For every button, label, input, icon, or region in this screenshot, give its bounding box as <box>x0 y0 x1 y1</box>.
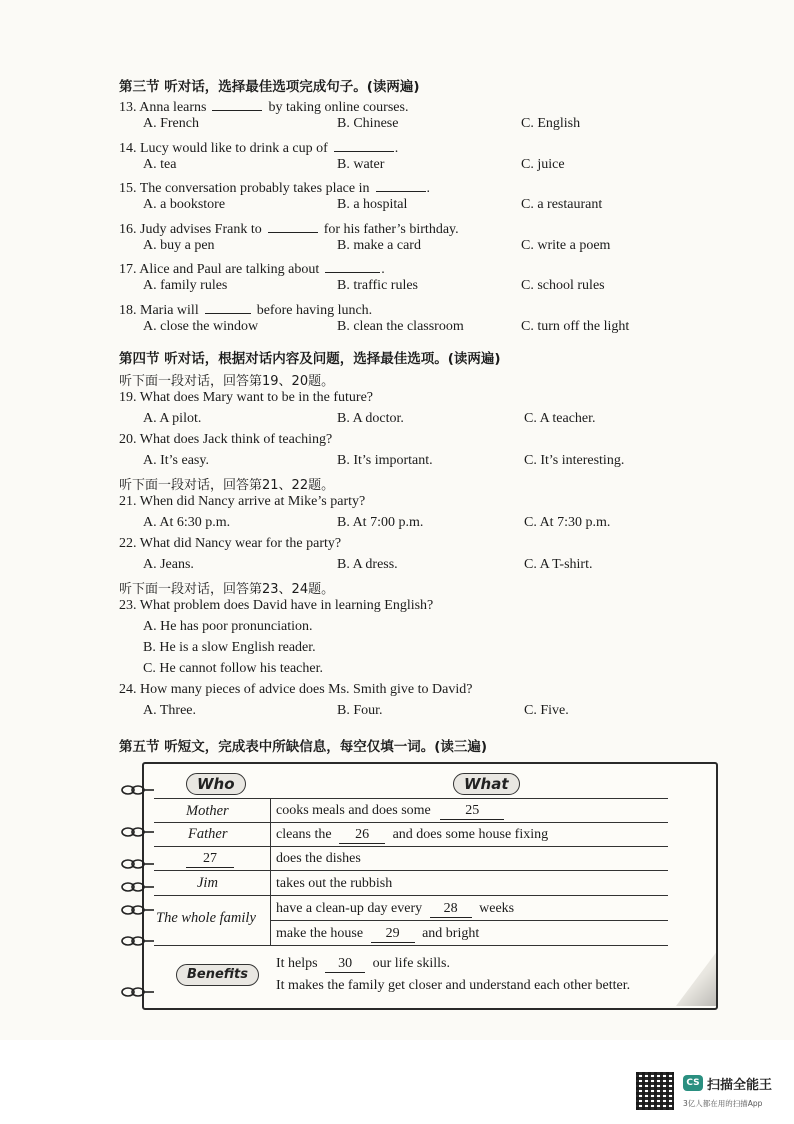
question-13-text-end: by taking online courses. <box>268 100 409 115</box>
q16-option-c: C. write a poem <box>521 237 611 253</box>
q14-option-b: B. water <box>337 156 385 172</box>
question-17 <box>119 258 385 278</box>
question-23: 23. What problem does David have in learning English? <box>119 598 434 613</box>
who-jim: Jim <box>197 875 218 891</box>
q14-option-a: A. tea <box>143 156 177 172</box>
q23-option-a: A. He has poor pronunciation. <box>143 619 313 634</box>
answer-blank <box>205 299 251 314</box>
answer-blank <box>376 177 426 192</box>
table-line <box>154 870 668 871</box>
answer-blank <box>334 137 394 152</box>
what-father <box>276 827 548 844</box>
q24-option-b: B. Four. <box>337 703 383 718</box>
benefit-1-text-2: our life skills. <box>372 956 450 971</box>
q16-option-a: A. buy a pen <box>143 237 215 253</box>
q13-option-c: C. English <box>521 116 581 131</box>
spiral-ring-icon <box>120 826 142 836</box>
q18-option-b: B. clean the classroom <box>337 319 464 334</box>
q23-option-b: B. He is a slow English reader. <box>143 640 316 655</box>
q20-option-a: A. It’s easy. <box>143 453 209 468</box>
q14-option-c: C. juice <box>521 156 565 172</box>
question-16-text-end: for his father’s birthday. <box>323 221 459 237</box>
question-18-text-end: before having lunch. <box>256 303 373 318</box>
q15-option-a: A. a bookstore <box>143 197 226 213</box>
question-15 <box>119 177 430 197</box>
benefit-1 <box>276 956 450 973</box>
question-24: 24. How many pieces of advice does Ms. Smith give to David? <box>119 682 473 697</box>
scanner-footer <box>0 1040 794 1124</box>
q16-option-b: B. make a card <box>337 237 421 253</box>
q18-option-c: C. turn off the light <box>521 319 630 334</box>
q24-option-a: A. Three. <box>143 703 196 718</box>
q22-option-c: C. A T-shirt. <box>524 557 593 572</box>
what-family-2-text-2: and bright <box>422 926 480 941</box>
who-father: Father <box>188 826 228 842</box>
what-family-1 <box>276 901 514 918</box>
benefits-header: Benefits <box>176 964 259 986</box>
spiral-ring-icon <box>120 986 142 996</box>
scanner-brand-tagline: 3亿人都在用的扫描App <box>683 1099 763 1108</box>
answer-blank <box>212 96 262 111</box>
what-family-1-text-2: weeks <box>479 901 515 916</box>
q15-option-c: C. a restaurant <box>521 197 603 213</box>
q19-option-a: A. A pilot. <box>143 411 202 426</box>
blank-29: 29 <box>371 926 415 943</box>
q17-option-b: B. traffic rules <box>337 278 418 294</box>
q17-option-c: C. school rules <box>521 278 605 294</box>
who-whole-family: The whole family <box>156 910 256 926</box>
q21-option-b: B. At 7:00 p.m. <box>337 515 424 530</box>
what-row-3: does the dishes <box>276 851 361 866</box>
q19-option-c: C. A teacher. <box>524 411 596 426</box>
question-20: 20. What does Jack think of teaching? <box>119 432 333 447</box>
q22-option-b: B. A dress. <box>337 557 398 572</box>
question-18-text: 18. Maria will <box>119 303 199 318</box>
q22-option-a: A. Jeans. <box>143 557 194 572</box>
q18-option-a: A. close the window <box>143 319 259 334</box>
who-mother: Mother <box>186 803 229 819</box>
question-19: 19. What does Mary want to be in the future? <box>119 390 374 405</box>
question-14-text: 14. Lucy would like to drink a cup of <box>119 140 328 156</box>
what-father-text-2: and does some house fixing <box>392 827 549 842</box>
q20-option-b: B. It’s important. <box>337 453 433 468</box>
section-4-intro-3: 听下面一段对话，回答第23、24题。 <box>119 582 335 597</box>
q19-option-b: B. A doctor. <box>337 411 404 426</box>
question-13-text: 13. Anna learns <box>119 100 207 115</box>
question-15-text-end: . <box>426 181 430 197</box>
benefit-1-text-1: It helps <box>276 956 318 971</box>
question-18 <box>119 299 372 319</box>
q24-option-c: C. Five. <box>524 703 569 718</box>
question-14 <box>119 137 398 157</box>
what-family-2-text-1: make the house <box>276 926 364 941</box>
spiral-ring-icon <box>120 784 142 794</box>
blank-27: 27 <box>186 851 234 868</box>
table-line <box>154 846 668 847</box>
spiral-ring-icon <box>120 881 142 891</box>
spiral-ring-icon <box>120 935 142 945</box>
scanner-brand-name: 扫描全能王 <box>707 1078 773 1093</box>
question-13 <box>119 96 408 116</box>
what-header: What <box>453 773 520 795</box>
table-line <box>270 920 668 921</box>
question-17-text-end: . <box>381 262 385 278</box>
blank-26: 26 <box>339 827 385 844</box>
question-15-text: 15. The conversation probably takes place in <box>119 181 370 197</box>
q21-option-a: A. At 6:30 p.m. <box>143 515 231 530</box>
blank-30: 30 <box>325 956 365 973</box>
answer-blank <box>325 258 380 273</box>
q13-option-a: A. French <box>143 116 199 131</box>
table-line <box>154 822 668 823</box>
camscanner-logo-icon: CS <box>683 1075 703 1091</box>
question-21: 21. When did Nancy arrive at Mike’s party? <box>119 494 366 509</box>
section-4-title: 第四节 听对话，根据对话内容及问题，选择最佳选项。(读两遍) <box>119 351 501 367</box>
spiral-ring-icon <box>120 858 142 868</box>
answer-blank <box>268 218 318 233</box>
what-mother-text: cooks meals and does some <box>276 803 431 818</box>
section-3-title: 第三节 听对话，选择最佳选项完成句子。(读两遍) <box>119 79 420 95</box>
table-divider <box>270 798 271 945</box>
what-family-2 <box>276 926 479 943</box>
what-mother <box>276 803 504 820</box>
benefit-2: It makes the family get closer and understand each other better. <box>276 978 631 993</box>
section-4-intro-2: 听下面一段对话，回答第21、22题。 <box>119 478 335 493</box>
section-5-title: 第五节 听短文，完成表中所缺信息，每空仅填一词。(读三遍) <box>119 739 488 755</box>
table-line <box>154 895 668 896</box>
section-4-intro-1: 听下面一段对话，回答第19、20题。 <box>119 374 335 389</box>
table-line <box>154 798 668 799</box>
who-blank-27 <box>186 849 234 868</box>
question-16 <box>119 218 459 238</box>
what-jim: takes out the rubbish <box>276 876 393 891</box>
q23-option-c: C. He cannot follow his teacher. <box>143 661 324 676</box>
question-14-text-end: . <box>394 140 399 156</box>
question-16-text: 16. Judy advises Frank to <box>119 221 262 237</box>
qr-code-icon <box>636 1072 674 1110</box>
blank-28: 28 <box>430 901 472 918</box>
blank-25: 25 <box>440 803 504 820</box>
spiral-ring-icon <box>120 904 142 914</box>
q21-option-c: C. At 7:30 p.m. <box>524 515 611 530</box>
q15-option-b: B. a hospital <box>337 197 408 213</box>
what-father-text-1: cleans the <box>276 827 332 842</box>
question-17-text: 17. Alice and Paul are talking about <box>119 262 320 278</box>
q20-option-c: C. It’s interesting. <box>524 453 625 468</box>
question-22: 22. What did Nancy wear for the party? <box>119 536 342 551</box>
who-header: Who <box>186 773 246 795</box>
q17-option-a: A. family rules <box>143 278 228 294</box>
table-line <box>154 945 668 946</box>
what-family-1-text-1: have a clean-up day every <box>276 901 423 916</box>
q13-option-b: B. Chinese <box>337 116 399 131</box>
